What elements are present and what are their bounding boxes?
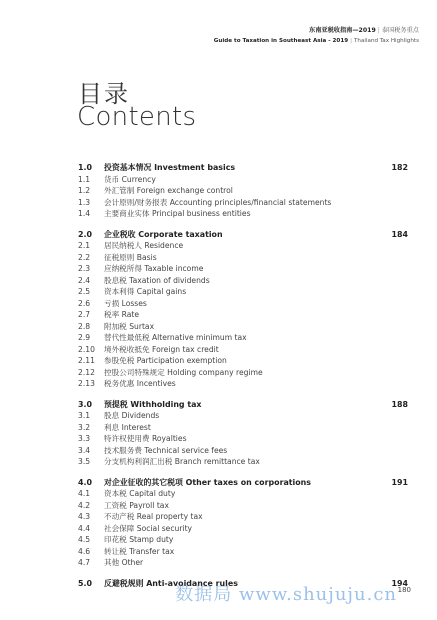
toc-item-number: 3.2 (78, 422, 91, 432)
toc-item-title: 参股免税 Participation exemption (104, 356, 227, 365)
toc-item-title: 特许权使用费 Royalties (104, 434, 187, 443)
toc-item-number: 4.5 (78, 535, 91, 544)
toc-section (78, 477, 408, 569)
header-line-english: Guide to Taxation in Southeast Asia - 2019 | Thailand Tax Highlights (213, 38, 419, 44)
toc-item-number: 2.7 (78, 310, 91, 319)
toc-item-number: 3.4 (78, 445, 91, 455)
toc-item-number: 4.2 (78, 500, 91, 510)
toc-item-number: 2.3 (78, 264, 91, 273)
toc-item-number: 1.2 (78, 186, 91, 195)
toc-item-number: 2.6 (78, 298, 91, 308)
toc-item[interactable] (78, 286, 408, 298)
toc-item[interactable] (78, 240, 408, 252)
page-title-english: Contents (77, 102, 197, 132)
toc-page-number: 194 (391, 578, 408, 588)
toc-item[interactable] (78, 174, 408, 186)
toc-item-number: 1.4 (78, 209, 91, 218)
toc-item-number: 2.2 (78, 252, 91, 262)
toc-item-title: 资本税 Capital duty (104, 489, 176, 498)
toc-item[interactable] (78, 298, 408, 310)
toc-item-number: 1.1 (78, 174, 91, 184)
toc-item-title: 居民纳税人 Residence (104, 241, 184, 250)
toc-number: 4.0 (78, 477, 92, 487)
toc-item-title: 会计原则/财务报表 Accounting principles/financial statements (104, 197, 332, 207)
toc-item[interactable] (78, 252, 408, 264)
toc-item-title: 工资税 Payroll tax (104, 500, 169, 510)
toc-item-title: 附加税 Surtax (104, 321, 155, 331)
toc-item[interactable] (78, 546, 408, 558)
toc-item[interactable] (78, 275, 408, 287)
toc-item[interactable] (78, 309, 408, 321)
toc-item-title: 股息税 Taxation of dividends (104, 275, 210, 285)
toc-number: 1.0 (78, 163, 92, 172)
toc-section-heading[interactable] (78, 477, 408, 489)
toc-item-title: 不动产税 Real property tax (104, 512, 203, 521)
toc-item-title: 控股公司特殊规定 Holding company regime (104, 367, 263, 377)
toc-item-title: 印花税 Stamp duty (104, 535, 174, 544)
header-guide-title-en: Guide to Taxation in Southeast Asia - 2019 (213, 38, 349, 44)
toc-page-number: 188 (391, 399, 408, 409)
toc-item[interactable] (78, 321, 408, 333)
toc-item-title: 替代性最低税 Alternative minimum tax (104, 333, 247, 342)
toc-item[interactable] (78, 355, 408, 367)
toc-item[interactable] (78, 197, 408, 209)
toc-section (78, 229, 408, 390)
table-of-contents (78, 162, 408, 598)
toc-item[interactable] (78, 456, 408, 468)
toc-page-number: 191 (391, 477, 408, 487)
toc-section-heading[interactable] (78, 399, 408, 411)
toc-item[interactable] (78, 534, 408, 546)
toc-item[interactable] (78, 557, 408, 569)
toc-item[interactable] (78, 263, 408, 275)
toc-item[interactable] (78, 445, 408, 457)
toc-item[interactable] (78, 523, 408, 535)
toc-item-title: 转让税 Transfer tax (104, 546, 175, 556)
watermark: 数据局 www.shujuju.cn (175, 584, 397, 605)
toc-item-title: 其他 Other (104, 558, 144, 567)
toc-item[interactable] (78, 488, 408, 500)
toc-item[interactable] (78, 500, 408, 512)
toc-item-number: 2.4 (78, 275, 91, 285)
toc-item[interactable] (78, 378, 408, 390)
toc-item-number: 4.1 (78, 489, 91, 498)
toc-item-number: 4.7 (78, 558, 91, 567)
toc-item-number: 4.6 (78, 546, 91, 556)
toc-item[interactable] (78, 185, 408, 197)
toc-item-number: 1.3 (78, 197, 91, 207)
header-guide-title-cn: 东南亚税收指南—2019 (309, 27, 376, 34)
toc-item-title: 技术服务费 Technical service fees (104, 445, 228, 455)
toc-item-title: 应纳税所得 Taxable income (104, 264, 204, 273)
page-number: 180 (397, 586, 411, 594)
toc-title: 反避税规则 Anti-avoidance rules (104, 578, 238, 588)
toc-page-number: 182 (391, 163, 408, 172)
toc-item-title: 主要商业实体 Principal business entities (104, 209, 251, 218)
toc-item-number: 2.12 (78, 367, 95, 377)
running-header (214, 26, 419, 46)
toc-item-number: 2.13 (78, 379, 95, 388)
toc-item-number: 4.3 (78, 512, 91, 521)
toc-number: 2.0 (78, 229, 92, 239)
toc-number: 3.0 (78, 399, 92, 409)
toc-item[interactable] (78, 208, 408, 220)
toc-item[interactable] (78, 332, 408, 344)
toc-item[interactable] (78, 367, 408, 379)
toc-item-title: 社会保障 Social security (104, 523, 193, 533)
header-country-cn: 泰国税务重点 (381, 27, 419, 34)
toc-item[interactable] (78, 433, 408, 445)
toc-item-title: 分支机构利润汇出税 Branch remittance tax (104, 457, 260, 466)
toc-item[interactable] (78, 344, 408, 356)
toc-item-number: 2.11 (78, 356, 95, 365)
page-title-chinese: 目录 (78, 80, 130, 108)
toc-page-number: 184 (391, 229, 408, 239)
toc-item[interactable] (78, 511, 408, 523)
toc-item-title: 资本利得 Capital gains (104, 287, 187, 296)
toc-item-number: 2.8 (78, 321, 91, 331)
toc-item-number: 2.1 (78, 241, 91, 250)
header-country-en: Thailand Tax Highlights (354, 38, 419, 44)
toc-item-number: 4.4 (78, 523, 91, 533)
toc-item-number: 2.10 (78, 344, 95, 354)
toc-section (78, 399, 408, 468)
toc-item-title: 股息 Dividends (104, 411, 160, 420)
toc-item-title: 亏损 Losses (104, 298, 147, 308)
toc-title: 预提税 Withholding tax (104, 399, 202, 409)
toc-number: 5.0 (78, 578, 92, 588)
header-line-chinese: 东南亚税收指南—2019 | 泰国税务重点 (309, 27, 419, 34)
toc-item-title: 货币 Currency (104, 174, 156, 184)
toc-item-number: 2.5 (78, 287, 91, 296)
toc-item-number: 2.9 (78, 333, 91, 342)
toc-section (78, 162, 408, 220)
toc-item[interactable] (78, 410, 408, 422)
toc-item-number: 3.5 (78, 457, 91, 466)
toc-title: 对企业征收的其它税项 Other taxes on corporations (104, 477, 311, 487)
toc-item-title: 税务优惠 Incentives (104, 379, 176, 388)
toc-item-number: 3.1 (78, 411, 91, 420)
toc-item-title: 外汇管制 Foreign exchange control (104, 186, 233, 195)
toc-title: 投资基本情况 Investment basics (104, 163, 236, 172)
toc-item-number: 3.3 (78, 434, 91, 443)
toc-item-title: 利息 Interest (104, 422, 151, 432)
toc-item-title: 征税原则 Basis (104, 252, 157, 262)
toc-title: 企业税收 Corporate taxation (104, 229, 223, 239)
toc-section-heading[interactable] (78, 162, 408, 174)
toc-item-title: 境外税收抵免 Foreign tax credit (104, 344, 219, 354)
toc-item-title: 税率 Rate (104, 310, 140, 319)
toc-item[interactable] (78, 422, 408, 434)
toc-section-heading[interactable] (78, 229, 408, 241)
